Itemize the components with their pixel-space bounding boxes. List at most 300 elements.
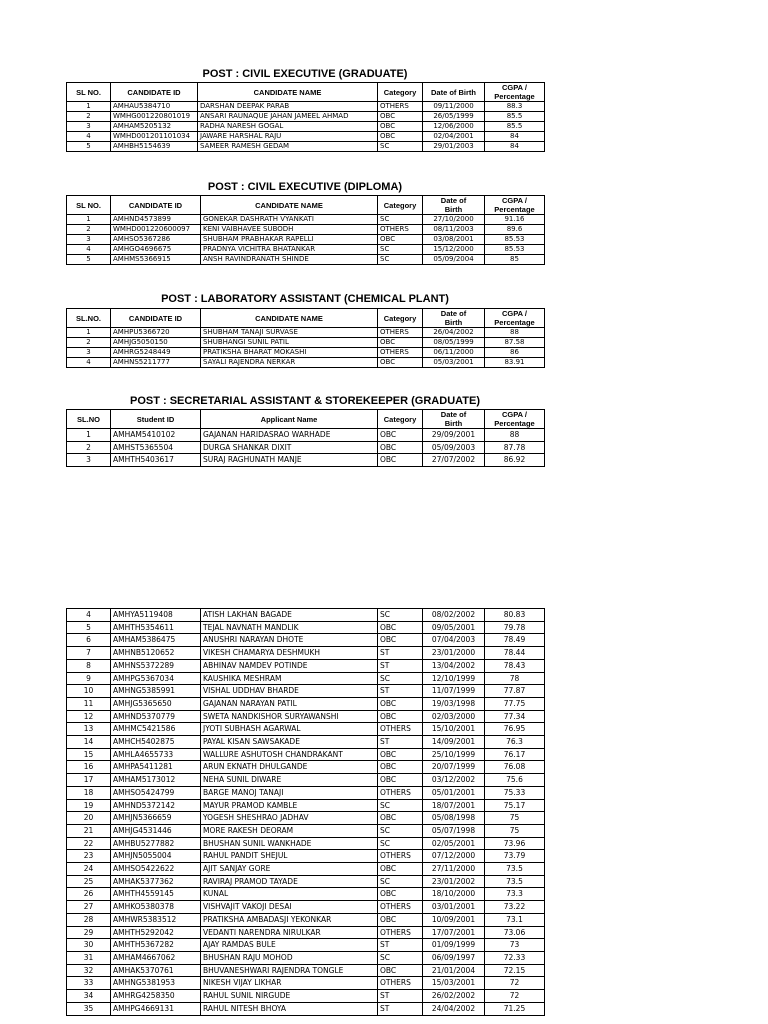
table-row: [67, 225, 545, 235]
cell-cgpa: 76.08: [485, 761, 545, 774]
cell-candidate-id: WMHD001201101034: [111, 132, 198, 142]
header-cgpa: CGPA / Percentage: [485, 410, 545, 429]
header-candidate-name: CANDIDATE NAME: [198, 83, 378, 102]
cell-candidate-id: AMHAM5386475: [111, 634, 201, 647]
cell-cgpa: 77.87: [485, 685, 545, 698]
cell-date-of-birth: 20/07/1999: [423, 761, 485, 774]
cell-cgpa: 79.78: [485, 621, 545, 634]
cell-cgpa: 87.58: [485, 338, 545, 348]
cell-date-of-birth: 09/05/2001: [423, 621, 485, 634]
header-category: Category: [378, 196, 423, 215]
cell-sl-no: 1: [67, 215, 111, 225]
cell-candidate-id: AMHCH5402875: [111, 736, 201, 749]
cell-date-of-birth: 27/11/2000: [423, 863, 485, 876]
cell-category: OTHERS: [378, 977, 423, 990]
cell-date-of-birth: 05/03/2001: [423, 358, 485, 368]
cell-candidate-name: SAYALI RAJENDRA NERKAR: [201, 358, 378, 368]
cell-candidate-name: PRADNYA VICHITRA BHATANKAR: [201, 245, 378, 255]
cell-sl-no: 19: [67, 799, 111, 812]
cell-category: SC: [378, 255, 423, 265]
cell-candidate-id: WMHD001220600097: [111, 225, 201, 235]
cell-sl-no: 9: [67, 672, 111, 685]
cell-cgpa: 85.5: [485, 122, 545, 132]
cell-sl-no: 28: [67, 913, 111, 926]
table-row: [67, 621, 545, 634]
cell-cgpa: 78.43: [485, 659, 545, 672]
cell-sl-no: 27: [67, 901, 111, 914]
cell-candidate-id: AMHBH5154639: [111, 142, 198, 152]
cell-date-of-birth: 03/08/2001: [423, 235, 485, 245]
cell-date-of-birth: 10/09/2001: [423, 913, 485, 926]
cell-cgpa: 72: [485, 977, 545, 990]
cell-category: OBC: [378, 710, 423, 723]
cell-sl-no: 8: [67, 659, 111, 672]
cell-category: OBC: [378, 964, 423, 977]
cell-candidate-id: AMHTH4559145: [111, 888, 201, 901]
cell-cgpa: 88: [485, 328, 545, 338]
cell-candidate-id: AMHAK5377362: [111, 875, 201, 888]
section-title-civil-diploma: POST : CIVIL EXECUTIVE (DIPLOMA): [207, 181, 403, 193]
header-row: [67, 83, 545, 102]
cell-date-of-birth: 29/09/2001: [423, 429, 485, 442]
cell-candidate-name: BARGE MANOJ TANAJI: [201, 786, 378, 799]
cell-category: OBC: [378, 454, 423, 467]
table-row: [67, 774, 545, 787]
table-lab-assistant: [66, 308, 545, 368]
cell-candidate-name: MAYUR PRAMOD KAMBLE: [201, 799, 378, 812]
cell-date-of-birth: 26/02/2002: [423, 990, 485, 1003]
cell-candidate-name: ARUN EKNATH DHULGANDE: [201, 761, 378, 774]
cell-sl-no: 34: [67, 990, 111, 1003]
header-sl-no: SL.NO: [67, 410, 111, 429]
cell-candidate-name: RAHUL SUNIL NIRGUDE: [201, 990, 378, 1003]
cell-candidate-id: AMHMC5421586: [111, 723, 201, 736]
section-title-lab-assistant: POST : LABORATORY ASSISTANT (CHEMICAL PLANT): [161, 293, 449, 305]
cell-category: ST: [378, 1002, 423, 1015]
cell-cgpa: 75.6: [485, 774, 545, 787]
cell-candidate-id: AMHPG5367034: [111, 672, 201, 685]
cell-candidate-id: AMHLA4655733: [111, 748, 201, 761]
cell-candidate-name: ANSH RAVINDRANATH SHINDE: [201, 255, 378, 265]
cell-sl-no: 14: [67, 736, 111, 749]
cell-date-of-birth: 08/05/1999: [423, 338, 485, 348]
cell-category: SC: [378, 875, 423, 888]
cell-candidate-id: AMHJG4531446: [111, 824, 201, 837]
cell-sl-no: 30: [67, 939, 111, 952]
cell-candidate-id: AMHAM5173012: [111, 774, 201, 787]
cell-date-of-birth: 25/10/1999: [423, 748, 485, 761]
cell-date-of-birth: 06/09/1997: [423, 951, 485, 964]
cell-candidate-name: VEDANTI NARENDRA NIRULKAR: [201, 926, 378, 939]
cell-cgpa: 73.79: [485, 850, 545, 863]
cell-cgpa: 84: [485, 132, 545, 142]
table-row: [67, 710, 545, 723]
header-date-of-birth: Date of Birth: [423, 196, 485, 215]
cell-category: OTHERS: [378, 786, 423, 799]
table-civil-diploma: [66, 195, 545, 265]
header-date-of-birth: Date of Birth: [423, 309, 485, 328]
header-category: Category: [378, 83, 423, 102]
header-cgpa: CGPA / Percentage: [485, 196, 545, 215]
cell-candidate-id: AMHJG5050150: [111, 338, 201, 348]
cell-date-of-birth: 27/07/2002: [423, 454, 485, 467]
cell-candidate-id: AMHST5365504: [111, 441, 201, 454]
cell-date-of-birth: 05/01/2001: [423, 786, 485, 799]
cell-date-of-birth: 12/06/2000: [423, 122, 485, 132]
cell-cgpa: 73.96: [485, 837, 545, 850]
table-row: [67, 964, 545, 977]
cell-sl-no: 3: [67, 348, 111, 358]
table-row: [67, 901, 545, 914]
cell-category: SC: [378, 215, 423, 225]
cell-candidate-id: AMHGO4696675: [111, 245, 201, 255]
cell-candidate-id: AMHNG5381953: [111, 977, 201, 990]
table-row: [67, 235, 545, 245]
cell-candidate-id: AMHSO5424799: [111, 786, 201, 799]
cell-sl-no: 2: [67, 441, 111, 454]
table-secretarial-continued: [66, 608, 545, 1016]
table-secretarial: [66, 409, 545, 467]
cell-candidate-id: AMHND5370779: [111, 710, 201, 723]
table-row: [67, 102, 545, 112]
cell-date-of-birth: 01/09/1999: [423, 939, 485, 952]
cell-date-of-birth: 08/02/2002: [423, 609, 485, 622]
cell-date-of-birth: 07/12/2000: [423, 850, 485, 863]
cell-date-of-birth: 23/01/2000: [423, 647, 485, 660]
header-candidate-name: CANDIDATE NAME: [201, 196, 378, 215]
cell-sl-no: 23: [67, 850, 111, 863]
cell-sl-no: 4: [67, 245, 111, 255]
cell-candidate-name: SHUBHANGI SUNIL PATIL: [201, 338, 378, 348]
cell-cgpa: 84: [485, 142, 545, 152]
cell-candidate-id: AMHPA5411281: [111, 761, 201, 774]
cell-candidate-name: NIKESH VIJAY LIKHAR: [201, 977, 378, 990]
table-row: [67, 685, 545, 698]
header-sl-no: SL NO.: [67, 196, 111, 215]
cell-candidate-name: TEJAL NAVNATH MANDLIK: [201, 621, 378, 634]
cell-date-of-birth: 11/07/1999: [423, 685, 485, 698]
header-row: [67, 309, 545, 328]
cell-date-of-birth: 13/04/2002: [423, 659, 485, 672]
cell-date-of-birth: 15/12/2000: [423, 245, 485, 255]
cell-date-of-birth: 26/05/1999: [423, 112, 485, 122]
cell-category: OBC: [378, 338, 423, 348]
cell-date-of-birth: 24/04/2002: [423, 1002, 485, 1015]
cell-date-of-birth: 03/12/2002: [423, 774, 485, 787]
cell-cgpa: 89.6: [485, 225, 545, 235]
cell-candidate-name: BHUSHAN RAJU MOHOD: [201, 951, 378, 964]
cell-cgpa: 91.16: [485, 215, 545, 225]
cell-sl-no: 5: [67, 142, 111, 152]
cell-sl-no: 6: [67, 634, 111, 647]
cell-cgpa: 72: [485, 990, 545, 1003]
header-sl-no: SL.NO.: [67, 309, 111, 328]
cell-candidate-name: GONEKAR DASHRATH VYANKATI: [201, 215, 378, 225]
cell-candidate-id: AMHYA5119408: [111, 609, 201, 622]
cell-cgpa: 78: [485, 672, 545, 685]
cell-cgpa: 73.1: [485, 913, 545, 926]
cell-sl-no: 5: [67, 621, 111, 634]
table-row: [67, 328, 545, 338]
cell-candidate-id: AMHAM5205132: [111, 122, 198, 132]
cell-sl-no: 22: [67, 837, 111, 850]
cell-date-of-birth: 12/10/1999: [423, 672, 485, 685]
cell-date-of-birth: 05/07/1998: [423, 824, 485, 837]
header-date-of-birth: Date of Birth: [423, 83, 485, 102]
cell-category: OBC: [378, 913, 423, 926]
cell-date-of-birth: 07/04/2003: [423, 634, 485, 647]
cell-candidate-id: AMHBU5277882: [111, 837, 201, 850]
cell-cgpa: 76.95: [485, 723, 545, 736]
cell-category: OBC: [378, 358, 423, 368]
cell-candidate-name: YOGESH SHESHRAO JADHAV: [201, 812, 378, 825]
table-row: [67, 672, 545, 685]
cell-category: OBC: [378, 132, 423, 142]
header-candidate-name: Applicant Name: [201, 410, 378, 429]
table-row: [67, 659, 545, 672]
cell-cgpa: 85: [485, 255, 545, 265]
cell-candidate-name: AJAY RAMDAS BULE: [201, 939, 378, 952]
cell-category: OBC: [378, 774, 423, 787]
cell-candidate-name: VIKESH CHAMARYA DESHMUKH: [201, 647, 378, 660]
table-row: [67, 454, 545, 467]
cell-date-of-birth: 19/03/1998: [423, 697, 485, 710]
table-row: [67, 1002, 545, 1015]
cell-sl-no: 1: [67, 429, 111, 442]
table-row: [67, 863, 545, 876]
table-row: [67, 142, 545, 152]
cell-candidate-name: GAJANAN HARIDASRAO WARHADE: [201, 429, 378, 442]
cell-category: OBC: [378, 235, 423, 245]
cell-date-of-birth: 14/09/2001: [423, 736, 485, 749]
cell-sl-no: 35: [67, 1002, 111, 1015]
table-row: [67, 112, 545, 122]
table-row: [67, 799, 545, 812]
cell-sl-no: 2: [67, 112, 111, 122]
cell-candidate-id: AMHTH5292042: [111, 926, 201, 939]
cell-candidate-name: JYOTI SUBHASH AGARWAL: [201, 723, 378, 736]
table-row: [67, 824, 545, 837]
table-row: [67, 812, 545, 825]
header-category: Category: [378, 410, 423, 429]
cell-candidate-id: AMHAU5384710: [111, 102, 198, 112]
cell-sl-no: 4: [67, 609, 111, 622]
cell-sl-no: 21: [67, 824, 111, 837]
cell-candidate-name: PRATIKSHA BHARAT MOKASHI: [201, 348, 378, 358]
cell-cgpa: 73.3: [485, 888, 545, 901]
table-row: [67, 926, 545, 939]
table-row: [67, 215, 545, 225]
header-sl-no: SL NO.: [67, 83, 111, 102]
cell-sl-no: 25: [67, 875, 111, 888]
cell-candidate-name: RAHUL NITESH BHOYA: [201, 1002, 378, 1015]
cell-candidate-id: AMHJG5365650: [111, 697, 201, 710]
cell-date-of-birth: 08/11/2003: [423, 225, 485, 235]
cell-candidate-id: AMHTH5367282: [111, 939, 201, 952]
table-civil-graduate: [66, 82, 545, 152]
cell-cgpa: 78.49: [485, 634, 545, 647]
table-row: [67, 609, 545, 622]
cell-cgpa: 86: [485, 348, 545, 358]
cell-date-of-birth: 05/08/1998: [423, 812, 485, 825]
cell-candidate-id: AMHNS5372289: [111, 659, 201, 672]
cell-candidate-name: BHUVANESHWARI RAJENDRA TONGLE: [201, 964, 378, 977]
cell-candidate-id: AMHJN5055004: [111, 850, 201, 863]
cell-candidate-name: DARSHAN DEEPAK PARAB: [198, 102, 378, 112]
cell-category: OBC: [378, 112, 423, 122]
cell-category: OTHERS: [378, 328, 423, 338]
cell-category: OBC: [378, 122, 423, 132]
cell-category: OTHERS: [378, 926, 423, 939]
cell-date-of-birth: 06/11/2000: [423, 348, 485, 358]
cell-candidate-name: SHUBHAM PRABHAKAR RAPELLI: [201, 235, 378, 245]
cell-candidate-id: AMHND5372142: [111, 799, 201, 812]
cell-sl-no: 1: [67, 328, 111, 338]
cell-sl-no: 24: [67, 863, 111, 876]
cell-sl-no: 11: [67, 697, 111, 710]
cell-candidate-name: AJIT SANJAY GORE: [201, 863, 378, 876]
cell-sl-no: 2: [67, 338, 111, 348]
cell-category: OBC: [378, 812, 423, 825]
cell-category: OTHERS: [378, 102, 423, 112]
cell-category: SC: [378, 142, 423, 152]
cell-cgpa: 76.17: [485, 748, 545, 761]
cell-sl-no: 12: [67, 710, 111, 723]
cell-candidate-name: SAMEER RAMESH GEDAM: [198, 142, 378, 152]
cell-category: SC: [378, 609, 423, 622]
cell-candidate-name: BHUSHAN SUNIL WANKHADE: [201, 837, 378, 850]
cell-candidate-name: GAJANAN NARAYAN PATIL: [201, 697, 378, 710]
cell-candidate-id: WMHG001220801019: [111, 112, 198, 122]
cell-sl-no: 3: [67, 122, 111, 132]
cell-cgpa: 87.78: [485, 441, 545, 454]
header-row: [67, 196, 545, 215]
cell-candidate-name: VISHAL UDDHAV BHARDE: [201, 685, 378, 698]
cell-candidate-id: AMHSO5367286: [111, 235, 201, 245]
cell-date-of-birth: 02/03/2000: [423, 710, 485, 723]
cell-cgpa: 73.22: [485, 901, 545, 914]
cell-candidate-name: RADHA NARESH GOGAL: [198, 122, 378, 132]
header-candidate-id: Student ID: [111, 410, 201, 429]
cell-category: ST: [378, 939, 423, 952]
header-candidate-id: CANDIDATE ID: [111, 309, 201, 328]
cell-category: SC: [378, 824, 423, 837]
header-candidate-id: CANDIDATE ID: [111, 83, 198, 102]
cell-cgpa: 85.53: [485, 235, 545, 245]
cell-category: OBC: [378, 441, 423, 454]
cell-candidate-name: ATISH LAKHAN BAGADE: [201, 609, 378, 622]
table-row: [67, 358, 545, 368]
cell-cgpa: 83.91: [485, 358, 545, 368]
header-candidate-name: CANDIDATE NAME: [201, 309, 378, 328]
cell-candidate-id: AMHAK5370761: [111, 964, 201, 977]
cell-cgpa: 73.06: [485, 926, 545, 939]
table-row: [67, 888, 545, 901]
table-row: [67, 634, 545, 647]
cell-category: OBC: [378, 863, 423, 876]
table-row: [67, 913, 545, 926]
cell-category: OBC: [378, 888, 423, 901]
cell-date-of-birth: 21/01/2004: [423, 964, 485, 977]
cell-candidate-name: DURGA SHANKAR DIXIT: [201, 441, 378, 454]
table-row: [67, 348, 545, 358]
cell-category: SC: [378, 245, 423, 255]
cell-category: OBC: [378, 748, 423, 761]
table-row: [67, 429, 545, 442]
cell-sl-no: 3: [67, 235, 111, 245]
cell-category: ST: [378, 647, 423, 660]
table-row: [67, 850, 545, 863]
cell-category: OBC: [378, 634, 423, 647]
cell-candidate-id: AMHTH5354611: [111, 621, 201, 634]
table-row: [67, 951, 545, 964]
cell-candidate-id: AMHAM5410102: [111, 429, 201, 442]
cell-candidate-id: AMHSO5422622: [111, 863, 201, 876]
cell-sl-no: 5: [67, 255, 111, 265]
cell-cgpa: 73.5: [485, 863, 545, 876]
table-row: [67, 647, 545, 660]
cell-candidate-name: KAUSHIKA MESHRAM: [201, 672, 378, 685]
cell-candidate-id: AMHRG5248449: [111, 348, 201, 358]
cell-candidate-id: AMHNG5385991: [111, 685, 201, 698]
cell-sl-no: 26: [67, 888, 111, 901]
cell-category: OBC: [378, 761, 423, 774]
cell-cgpa: 76.3: [485, 736, 545, 749]
cell-candidate-name: PAYAL KISAN SAWSAKADE: [201, 736, 378, 749]
cell-sl-no: 16: [67, 761, 111, 774]
cell-candidate-id: AMHRG4258350: [111, 990, 201, 1003]
cell-cgpa: 85.53: [485, 245, 545, 255]
cell-cgpa: 77.34: [485, 710, 545, 723]
cell-sl-no: 1: [67, 102, 111, 112]
cell-category: OTHERS: [378, 901, 423, 914]
cell-category: ST: [378, 736, 423, 749]
cell-category: OBC: [378, 429, 423, 442]
cell-date-of-birth: 15/03/2001: [423, 977, 485, 990]
cell-candidate-id: AMHND4573899: [111, 215, 201, 225]
table-row: [67, 761, 545, 774]
cell-date-of-birth: 29/01/2003: [423, 142, 485, 152]
cell-date-of-birth: 15/10/2001: [423, 723, 485, 736]
cell-category: SC: [378, 799, 423, 812]
table-row: [67, 255, 545, 265]
cell-sl-no: 4: [67, 358, 111, 368]
cell-candidate-name: RAVIRAJ PRAMOD TAYADE: [201, 875, 378, 888]
cell-cgpa: 75: [485, 812, 545, 825]
table-row: [67, 875, 545, 888]
table-row: [67, 697, 545, 710]
cell-category: OBC: [378, 697, 423, 710]
cell-candidate-id: AMHKO5380378: [111, 901, 201, 914]
cell-sl-no: 32: [67, 964, 111, 977]
table-row: [67, 990, 545, 1003]
cell-candidate-id: AMHNS5211777: [111, 358, 201, 368]
cell-sl-no: 20: [67, 812, 111, 825]
cell-date-of-birth: 09/11/2000: [423, 102, 485, 112]
cell-cgpa: 72.33: [485, 951, 545, 964]
cell-candidate-id: AMHPG4669131: [111, 1002, 201, 1015]
table-row: [67, 786, 545, 799]
cell-candidate-id: AMHMS5366915: [111, 255, 201, 265]
cell-cgpa: 85.5: [485, 112, 545, 122]
table-row: [67, 977, 545, 990]
cell-date-of-birth: 05/09/2003: [423, 441, 485, 454]
cell-cgpa: 80.83: [485, 609, 545, 622]
cell-candidate-name: NEHA SUNIL DIWARE: [201, 774, 378, 787]
cell-date-of-birth: 02/05/2001: [423, 837, 485, 850]
cell-category: SC: [378, 837, 423, 850]
cell-date-of-birth: 05/09/2004: [423, 255, 485, 265]
